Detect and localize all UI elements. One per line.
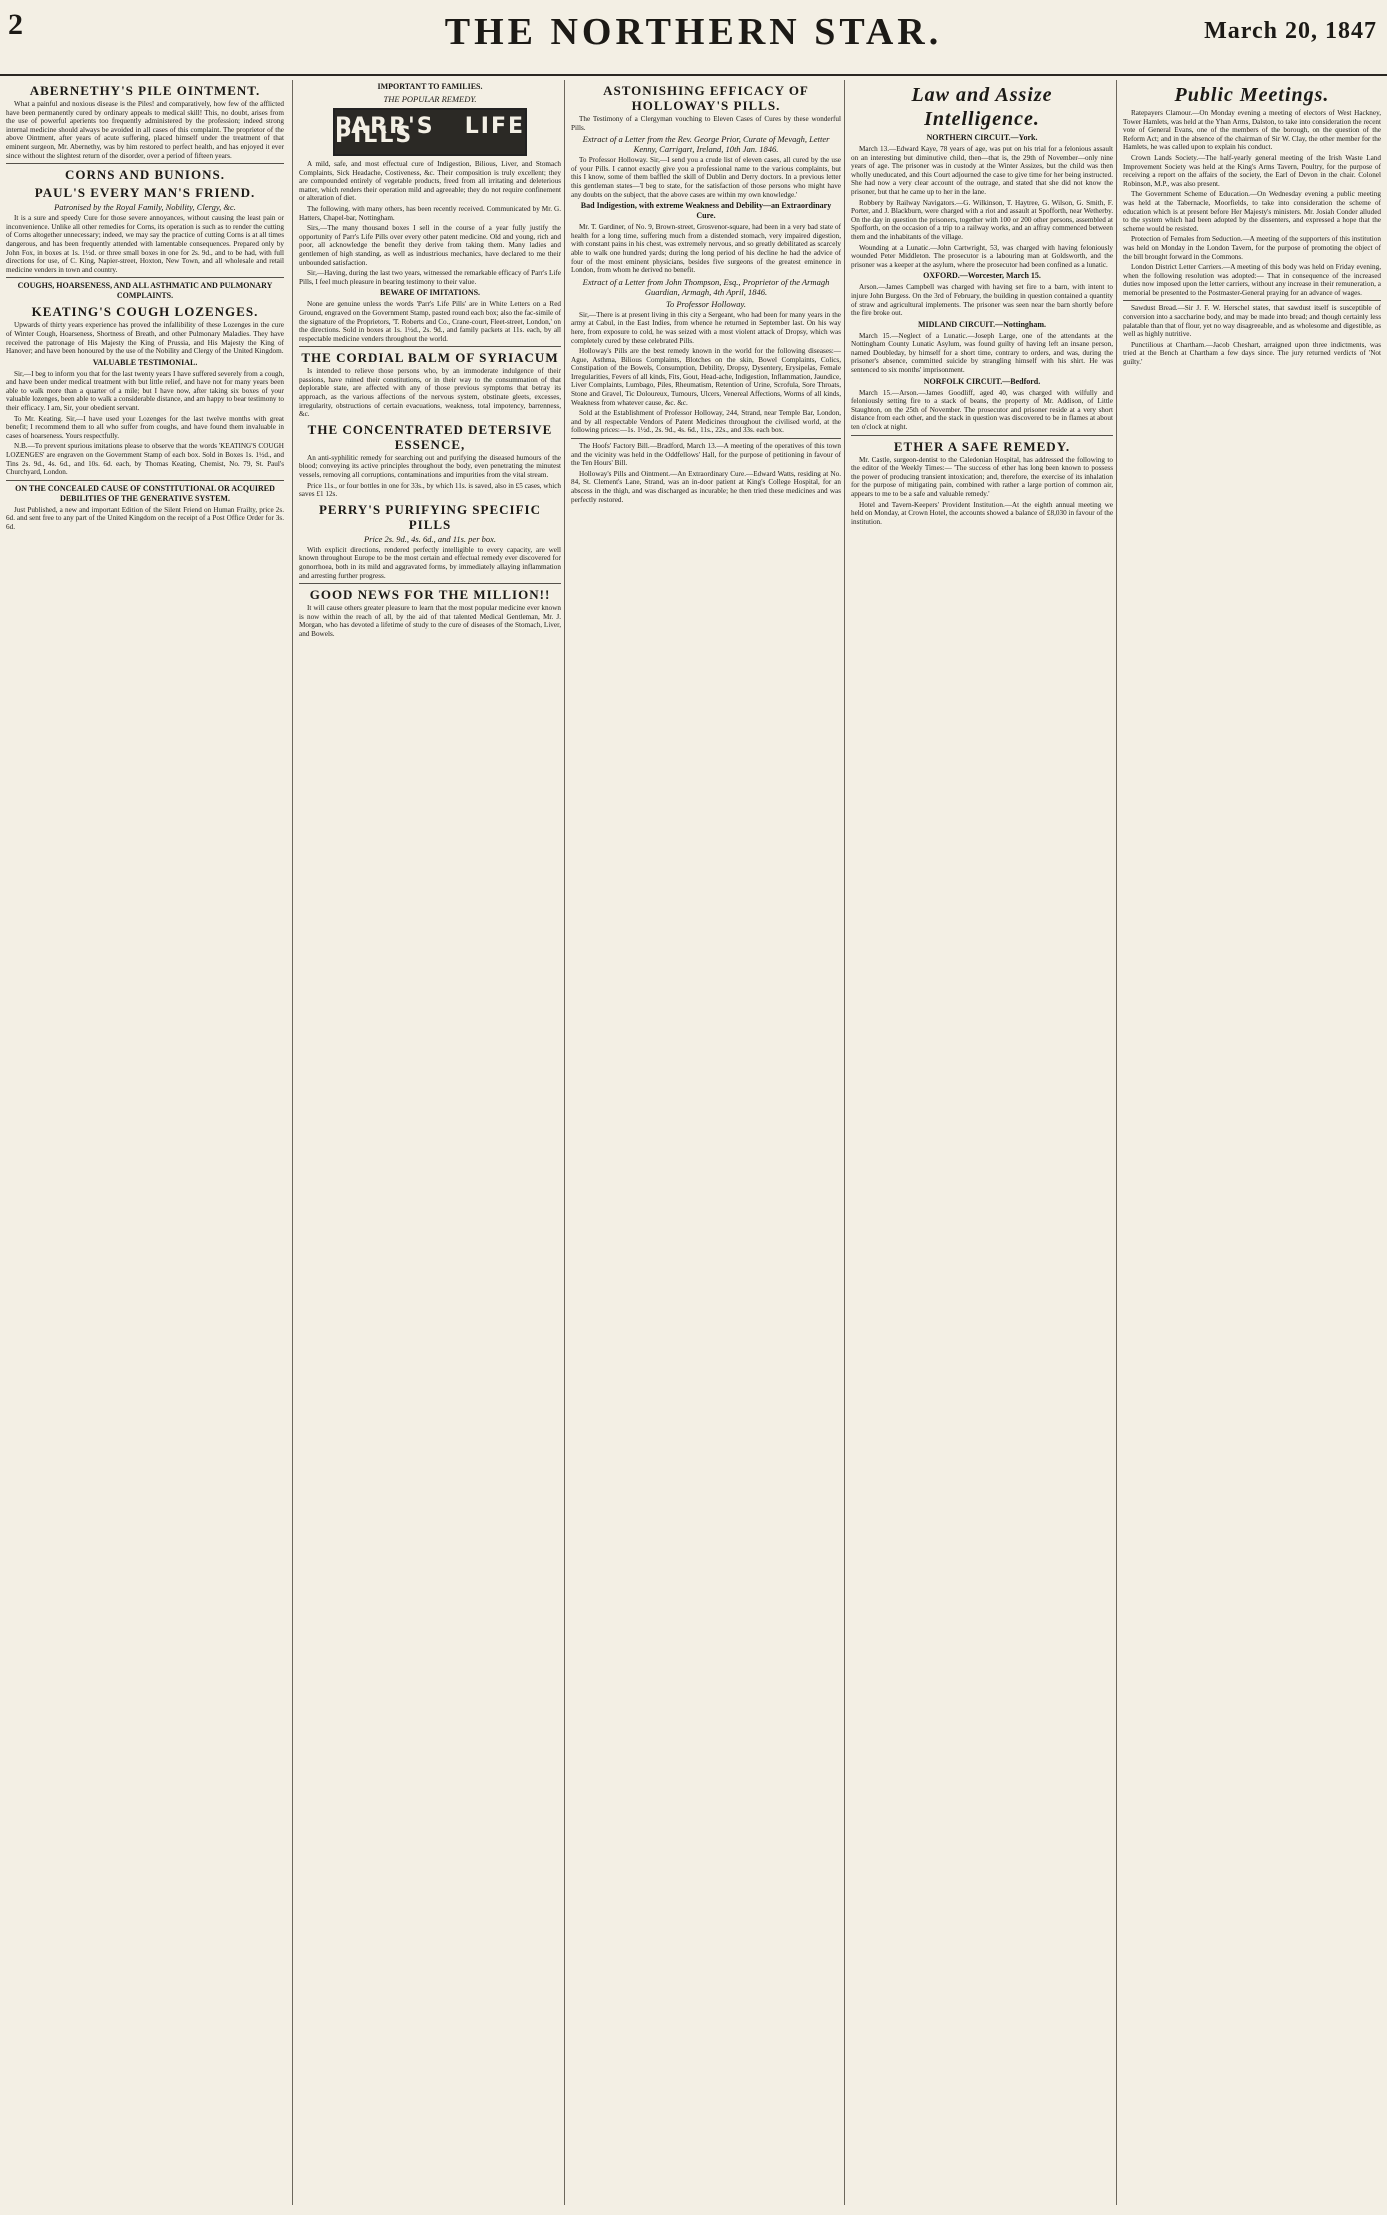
column-1 xyxy=(6,80,290,2205)
advert-heading: PAUL'S EVERY MAN'S FRIEND. xyxy=(34,185,256,201)
advert-subheading: Extract of a Letter from the Rev. George Prior, Curate of Mevagh, Letter Kenny, Carrigart, Ireland, 10th Jan. 1846. xyxy=(582,134,830,155)
advert-text: The following, with many others, has been recently received. Communicated by Mr. G. Hatters, Chapel-bar, Nottingham. xyxy=(299,204,561,222)
news-text: Crown Lands Society.—The half-yearly general meeting of the Irish Waste Land Improvement Society was held at the King's Arms Tavern, Poultry, for the purpose of receiving a report on the affairs of the society, the Earl of Devon in the chair. Colonel Robinson, M.P., was also present. xyxy=(1123,153,1381,188)
advert-subheading: Price 2s. 9d., 4s. 6d., and 11s. per box. xyxy=(363,533,497,544)
advert-text: Sold at the Establishment of Professor Holloway, 244, Strand, near Temple Bar, London, and by all respectable Vendors of Patent Medicines throughout the civilised world, at the following prices:—1s. 1½d., 2s. 9d., 4s. 6d., 11s., 22s., and 33s. each box. xyxy=(571,409,841,435)
advert-heading: GOOD NEWS FOR THE MILLION!! xyxy=(309,587,551,603)
masthead xyxy=(0,0,1387,76)
news-text: Mr. Castle, surgeon-dentist to the Caledonian Hospital, has addressed the following to the editor of the Weekly Times:— 'The success of ether has long been known to possess the power of producing transient intoxication; and, therefore, the exercise of its inhalation for the purpose of mitigating pain, combined with rather a large portion of common air, appears to me to be a safe and valuable remedy.' xyxy=(851,455,1113,498)
advert-heading: IMPORTANT TO FAMILIES. xyxy=(377,82,483,91)
column-4 xyxy=(844,80,1119,2205)
divider xyxy=(299,346,561,347)
divider xyxy=(299,583,561,584)
advert-text: None are genuine unless the words 'Parr's Life Pills' are in White Letters on a Red Ground, engraved on the Government Stamp, pasted round each box; also the fac-simile of the signature of the Proprietors, 'T. Roberts and Co., Crane-court, Fleet-street, London,' on the directions. Sold in boxes at 1s. 1½d., 2s. 9d., and family packets at 11s. each, by all respectable medicine venders throughout the world. xyxy=(299,300,561,343)
advert-subheading: BEWARE OF IMITATIONS. xyxy=(379,288,481,298)
news-text: Sawdust Bread.—Sir J. F. W. Herschel states, that sawdust itself is susceptible of conversion into a saccharine body, and may be made into bread; and though certainly less palatable than that of flour, yet no way disagreeable, and as wholesome and digestible, as well as highly nutritive. xyxy=(1123,304,1381,339)
advert-text: Is intended to relieve those persons who, by an immoderate indulgence of their passions, have ruined their constitutions, or in their way to the consummation of that deplorable state, are affected with any of those previous symptoms that betray its approach, as the various affections of the nervous system, obstinate gleets, excesses, irregularity, obstructions of certain evacuations, weakness, total impotency, barrenness, &c. xyxy=(299,367,561,419)
newspaper-title: THE NORTHERN STAR. xyxy=(444,11,943,53)
advert-subheading: THE POPULAR REMEDY. xyxy=(383,94,477,104)
news-text: Punctilious at Chartham.—Jacob Cheshart, arraigned upon three indictments, was tried at the Bench at Chartham a few days since. The jury returned verdicts of 'Not guilty.' xyxy=(1123,340,1381,367)
news-text: Protection of Females from Seduction.—A meeting of the supporters of this institution was held on Monday in the London Tavern, for the purpose of promoting the object of the bill brought forward in the Commons. xyxy=(1123,235,1381,261)
news-text: Holloway's Pills and Ointment.—An Extraordinary Cure.—Edward Watts, residing at No. 84, St. Clement's Lane, Strand, was an in-door patient at King's College Hospital, for an abscess in the thigh, and was discharged as incurable; he then tried these medicines and was perfectly restored. xyxy=(571,469,841,504)
advert-heading: ASTONISHING EFFICACY OF HOLLOWAY'S PILLS. xyxy=(603,83,809,113)
advert-text: To Professor Holloway. Sir,—I send you a crude list of eleven cases, all cured by the use of your Pills. I cannot exactly give you a professional name to the various complaints, but this I know, some of them baffled the skill of Dublin and Derry doctors. In a previous letter this gentleman states—'I beg to state, for the satisfaction of those persons who might have any doubts on the subject, that the above cases are within my own knowledge.' xyxy=(571,156,841,199)
section-subheading: OXFORD.—Worcester, March 15. xyxy=(923,271,1041,281)
news-text: March 15.—Arson.—James Goodliff, aged 40, was charged with wilfully and feloniously setting fire to a stack of beans, the property of Mr. Addison, of Little Staughton, on the 25th of November. The prosecutor and prisoner reside at a very short distance from each other, and the stack in question was discovered to be in flames at about ten o'clock at night. xyxy=(851,388,1113,432)
news-text: London District Letter Carriers.—A meeting of this body was held on Friday evening, when the following resolution was adopted:— That in consequence of the increased duties now imposed upon the letter carriers, without any increase in their remuneration, a memorial be presented to the Postmaster-General praying for an advance of wages. xyxy=(1123,263,1381,297)
advert-heading: THE CONCENTRATED DETERSIVE ESSENCE, xyxy=(307,421,553,452)
section-heading: Law and Assize Intelligence. xyxy=(911,84,1053,130)
advert-text: Holloway's Pills are the best remedy known in the world for the following diseases:— Ague, Asthma, Bilious Complaints, Blotches on the skin, Bowel Complaints, Colics, Constipation of the Bowels, Consumption, Debility, Dropsy, Dysentery, Erysipelas, Female Irregularities, Fevers of all kinds, Fits, Gout, Head-ache, Indigestion, Inflammation, Jaundice, Liver Complaints, Lumbago, Piles, Rheumatism, Retention of Urine, Scrofula, Sore Throats, Stone and Gravel, Tic Doloureux, Tumours, Ulcers, Venereal Affections, Worms of all kinds, Weakness from whatever cause, &c. &c. xyxy=(571,347,841,407)
advert-text: N.B.—To prevent spurious imitations please to observe that the words 'KEATING'S COUGH LOZENGES' are engraven on the Government Stamp of each box. Sold in Boxes 1s. 1½d., and Tins 2s. 9d., 4s. 6d., and 10s. 6d. each, by Thomas Keating, Chemist, No. 79, St. Paul's Churchyard, London. xyxy=(6,442,284,477)
news-text: Hotel and Tavern-Keepers' Provident Institution.—At the eighth annual meeting we held on Monday, at Crown Hotel, the accounts showed a balance of £8,030 in favour of the institution. xyxy=(851,500,1114,526)
section-subheading: NORFOLK CIRCUIT.—Bedford. xyxy=(923,376,1041,386)
advert-text: The Testimony of a Clergyman vouching to Eleven Cases of Cures by these wonderful Pills. xyxy=(571,115,841,132)
section-subheading: NORTHERN CIRCUIT.—York. xyxy=(926,133,1038,142)
advert-text: Just Published, a new and important Edition of the Silent Friend on Human Frailty, price 2s. 6d. and sent free to any part of the United Kingdom on the receipt of a Post Office Order for 3s. 6d. xyxy=(6,505,284,531)
column-3 xyxy=(564,80,847,2205)
advert-text: With explicit directions, rendered perfectly intelligible to every capacity, are well known throughout Europe to be the most certain and effectual remedy ever discovered for gonorrhoea, both in its mild and aggravated forms, by immediately allaying inflammation and arresting further progress. xyxy=(299,545,561,580)
divider xyxy=(571,438,841,439)
news-text: The Hoofs' Factory Bill.—Bradford, March 13.—A meeting of the operatives of this town and the vicinity was held in the Oddfellows' Hall, for the purpose of petitioning in favour of the Ten Hours' Bill. xyxy=(571,442,841,468)
page-number: 2 xyxy=(8,8,23,41)
news-text: Wounding at a Lunatic.—John Cartwright, 53, was charged with having feloniously wounded Peter Middleton. The prosecutor is a labouring man at Goldsworth, and the prisoner was a keeper at the asylum, where the prosecutor had been confined as a lunatic. xyxy=(851,243,1113,269)
advert-text: Sir,—I beg to inform you that for the last twenty years I have suffered severely from a cough, and have been under medical treatment with but little relief, and have not for many years been able to walk more than a quarter of a mile; but I have now, after taking six boxes of your valuable lozenges, been able to walk a considerable distance, and am happy to bear testimony to their efficacy. I am, Sir, your obedient servant. xyxy=(6,369,284,413)
advert-text: Sir,—Having, during the last two years, witnessed the remarkable efficacy of Parr's Life Pills, I feel much pleasure in bearing testimony to their value. xyxy=(299,269,561,286)
advert-heading: THE CORDIAL BALM OF SYRIACUM xyxy=(301,350,559,366)
column-5 xyxy=(1116,80,1387,2205)
divider xyxy=(1123,300,1381,301)
advert-subheading: VALUABLE TESTIMONIAL. xyxy=(92,357,198,367)
advert-heading: PERRY'S PURIFYING SPECIFIC PILLS xyxy=(318,501,541,532)
advert-subheading: To Professor Holloway. xyxy=(666,298,746,309)
parrs-life-pills-logo: PARR'S LIFE PILLS xyxy=(333,108,527,156)
advert-text: A mild, safe, and most effectual cure of Indigestion, Bilious, Liver, and Stomach Complaints, Sick Headache, Costiveness, &c. Their composition is truly excellent; they are compounded entirely of vegetable products, freed from all irritating and deleterious matter, which renders their operation mild and agreeable; they do not require confinement or alteration of diet. xyxy=(299,160,561,203)
advert-heading: KEATING'S COUGH LOZENGES. xyxy=(31,304,259,320)
divider xyxy=(6,480,284,481)
advert-text: Upwards of thirty years experience has proved the infallibility of these Lozenges in the cure of Winter Cough, Hoarseness, Shortness of Breath, and other Pulmonary Maladies. They have received the patronage of His Majesty the King of Prussia, and His Majesty the King of Hanover; and have been honoured by the use of the Nobility and Clergy of the United Kingdom. xyxy=(6,321,284,356)
advert-subheading: Bad Indigestion, with extreme Weakness and Debility—an Extraordinary Cure. xyxy=(580,201,832,221)
advert-text: It is a sure and speedy Cure for those severe annoyances, without causing the least pain or inconvenience. Unlike all other remedies for Corns, its operation is such as to render the cutting of Corns altogether unnecessary; indeed, we may say the practice of cutting Corns is at all times dangerous, and has been frequently attended with lamentable consequences. Prepared only by John Fox, in boxes at 1s. 1½d. or three small boxes in one for 2s. 9d., and to be had, with full directions for use, of C. King, Napier-street, Hoxton, New Town, and all wholesale and retail medicine venders in town and country. xyxy=(6,214,284,274)
advert-subheading: Extract of a Letter from John Thompson, Esq., Proprietor of the Armagh Guardian, Armagh, 4th April, 1846. xyxy=(582,276,830,297)
advert-heading: ON THE CONCEALED CAUSE OF CONSTITUTIONAL OR ACQUIRED DEBILITIES OF THE GENERATIVE SYSTEM. xyxy=(15,483,275,503)
news-text: March 13.—Edward Kaye, 78 years of age, was put on his trial for a felonious assault on an interesting but diminutive child, then—that is, the 29th of November—only nine years of age. The prisoner was in custody at the Winter Assizes, but the child was then wholly uneducated, and this Court adjourned the case to give time for her being instructed. She had now a very clear account of the outrage, and stated that she did not know the prisoner, but that he came up to her in the lane. xyxy=(851,145,1113,196)
column-2 xyxy=(292,80,567,2205)
section-subheading: MIDLAND CIRCUIT.—Nottingham. xyxy=(917,319,1047,329)
divider xyxy=(6,163,284,164)
advert-heading: ABERNETHY'S PILE OINTMENT. xyxy=(29,83,261,98)
advert-text: Sir,—There is at present living in this city a Sergeant, who had been for many years in the army at Cabul, in the East Indies, from whence he returned in September last. On his way here, from exposure to cold, he was seized with a most violent attack of Dropsy, which was completely cured by these celebrated Pills. xyxy=(571,310,841,345)
news-text: Ratepayers Clamour.—On Monday evening a meeting of electors of West Hackney, Tower Hamlets, was held at the Yhan Arms, Dalston, to take into consideration the recent vote of General Evans, one of the members of the borough, on the question of the Reform Act; and in the absence of the chairman of Sir W. Clay, the other member for the Hamlets, he was called upon to explain his conduct. xyxy=(1123,109,1381,152)
advert-heading: CORNS AND BUNIONS. xyxy=(65,167,225,183)
advert-text: Mr. T. Gardiner, of No. 9, Brown-street, Grosvenor-square, had been in a very bad state of health for a long time, suffering much from a distended stomach, very impaired digestion, with constant pains in his chest, was extremely nervous, and so greatly debilitated as scarcely able to walk one hundred yards; during the long period of his decline he had the advice of four of the most eminent physicians, besides five surgeons of the greatest eminence in London, from whom he derived no benefit. xyxy=(571,223,841,275)
news-text: Arson.—James Campbell was charged with having set fire to a barn, with intent to injure John Burgess. On the 3rd of February, the building in question contained a quantity of straw and agricultural implements. The prisoner was seen near the barn shortly before the fire broke out. xyxy=(851,283,1113,318)
news-text: The Government Scheme of Education.—On Wednesday evening a public meeting was held at the Tabernacle, Moorfields, to take into consideration the scheme of education which is at present before Her Majesty's ministers. Mr. Josiah Conder alluded to the system which had been adopted by the dissenters, and expressed a hope that the scheme would be resisted. xyxy=(1123,190,1381,233)
divider xyxy=(851,435,1113,436)
advert-text: To Mr. Keating. Sir,—I have used your Lozenges for the last twelve months with great benefit; I recommend them to all who suffer from coughs, and have found them invaluable in cases of hoarseness. Yours respectfully. xyxy=(6,414,284,440)
divider xyxy=(6,277,284,278)
section-heading: ETHER A SAFE REMEDY. xyxy=(893,438,1071,454)
advert-subheading: COUGHS, HOARSENESS, AND ALL ASTHMATIC AND PULMONARY COMPLAINTS. xyxy=(17,281,273,301)
issue-date: March 20, 1847 xyxy=(1204,18,1377,44)
advert-text: Sirs,—The many thousand boxes I sell in the course of a year fully justify the opportunity of Parr's Life Pills over every other patent medicine. Old and young, rich and poor, all acknowledge the benefit they derive from taking them. Many ladies and gentlemen of high standing, as well as industrious mechanics, have declared to me their unbounded satisfaction. xyxy=(299,224,561,267)
advert-text: An anti-syphilitic remedy for searching out and purifying the diseased humours of the blood; conveying its active principles throughout the body, even penetrating the minutest vessels, removing all corruptions, contaminations and impurities from the vital stream. xyxy=(299,453,561,480)
advert-text: Price 11s., or four bottles in one for 33s., by which 11s. is saved, also in £5 cases, which saves £1 12s. xyxy=(299,481,561,499)
advert-text: It will cause others greater pleasure to learn that the most popular medicine ever known is now within the reach of all, by the aid of that talented Medical Gentleman, Mr. J. Morgan, who has devoted a lifetime of study to the cure of diseases of the Stomach, Liver, and Bowels. xyxy=(299,604,561,638)
news-text: Robbery by Railway Navigators.—G. Wilkinson, T. Haytree, G. Wilson, G. Smith, F. Porter, and J. Blackburn, were charged with a riot and assault at Spofforth, near Wetherby. On the day in question the prisoners, together with 100 or 200 other persons, assembled at Spofforth, on the occasion of a trip to a railway works, and an affray commenced between them and the inhabitants of the village. xyxy=(851,198,1113,241)
advert-text: What a painful and noxious disease is the Piles! and comparatively, how few of the afflicted have been permanently cured by ordinary appeals to medical skill! This, no doubt, arises from the use of powerful aperients too frequently administered by the profession; indeed strong internal medicine should always be avoided in all cases of this complaint. The proprietor of the above Ointment, after years of acute suffering, placed himself under the treatment of that eminent surgeon, Mr. Abernethy, was by him restored to perfect health, and has enjoyed it ever since without the slightest return of the disorder, over a period of fifteen years. xyxy=(6,100,284,160)
advert-subheading: Patronised by the Royal Family, Nobility, Clergy, &c. xyxy=(54,202,236,213)
section-heading: Public Meetings. xyxy=(1174,84,1330,106)
news-text: March 15.—Neglect of a Lunatic.—Joseph Large, one of the attendants at the Nottingham County Lunatic Asylum, was found guilty of having left an insane person, named Doubleday, by himself for a short time, contrary to orders, and was, during the prisoner's absence, committed suicide by strangling himself with his shirt. He was sentenced to six months' imprisonment. xyxy=(851,331,1113,375)
